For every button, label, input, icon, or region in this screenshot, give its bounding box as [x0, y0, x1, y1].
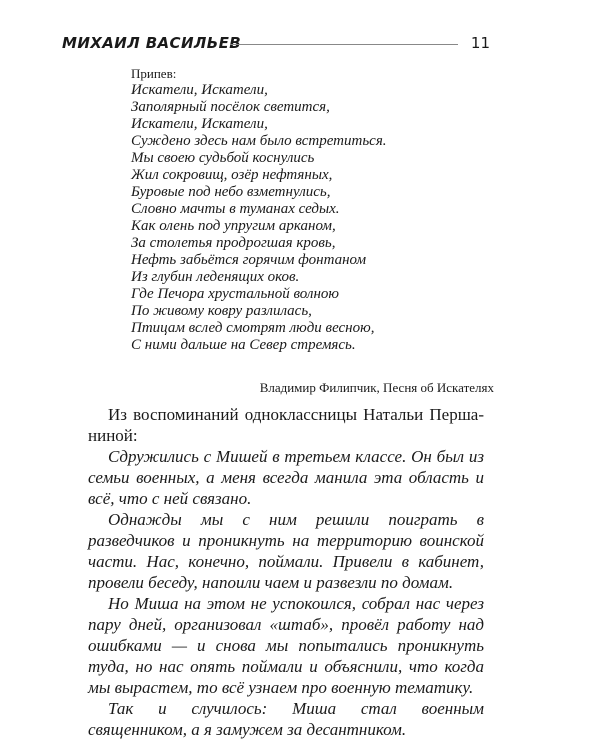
page-number: 11: [470, 34, 490, 52]
running-header: [62, 34, 490, 60]
poem-attribution: Владимир Филипчик, Песня об Искателях: [259, 380, 494, 395]
poem-line: Где Печора хрустальной волною: [131, 286, 339, 302]
poem-line: С ними дальше на Север стремясь.: [131, 337, 356, 353]
poem-line: Как олень под упругим арканом,: [131, 218, 336, 234]
memoir-paragraph: Но Миша на этом не успокоился, собрал нас через пару дней, организовал «штаб», провёл работу над ошибками — и снова мы попытались проникнуть туда, но нас опять поймали и объяснили, что когда мы вырастем, то всё узнаем про военную тематику.: [88, 594, 484, 697]
chorus-label: Припев:: [131, 66, 177, 81]
memoir-paragraph: Так и случилось: Миша стал военным священником, а я замужем за десантником.: [88, 699, 484, 739]
poem-line: По живому ковру разлилась,: [131, 303, 312, 319]
poem-line: Искатели, Искатели,: [131, 82, 268, 98]
poem-line: Заполярный посёлок светится,: [131, 99, 330, 115]
poem-line: Суждено здесь нам было встретиться.: [131, 133, 387, 149]
poem: [131, 66, 491, 354]
poem-line: Словно мачты в туманах седых.: [131, 201, 340, 217]
prose-body: [88, 404, 484, 740]
poem-line: Мы своею судьбой коснулись: [131, 150, 315, 166]
poem-line: Птицам вслед смотрят люди весною,: [131, 320, 375, 336]
poem-line: За столетья продрогшая кровь,: [131, 235, 336, 251]
poem-stanza: [131, 218, 491, 354]
poem-line: Из глубин леденящих оков.: [131, 269, 300, 285]
poem-stanza: [131, 82, 491, 150]
memoir-paragraph: Однажды мы с ним решили поиграть в разведчиков и проникнуть на территорию воинской части. Нас, конечно, поймали. Привели в кабинет, провели беседу, напоили чаем и развезли по домам.: [88, 510, 484, 592]
poem-line: Искатели, Искатели,: [131, 116, 268, 132]
poem-line: Нефть забьётся горячим фонтаном: [131, 252, 367, 268]
memoir-intro: Из воспоминаний одноклассницы Натальи Першаниной:: [88, 405, 484, 445]
poem-line: Буровые под небо взметнулись,: [131, 184, 331, 200]
header-rule: [230, 44, 458, 45]
poem-stanza: [131, 150, 491, 218]
author-name: МИХАИЛ ВАСИЛЬЕВ: [62, 34, 242, 52]
memoir-paragraph: Сдружились с Мишей в третьем классе. Он был из семьи военных, а меня всегда манила эта область и всё, что с ней связано.: [88, 447, 484, 508]
poem-line: Жил сокровищ, озёр нефтяных,: [131, 167, 333, 183]
